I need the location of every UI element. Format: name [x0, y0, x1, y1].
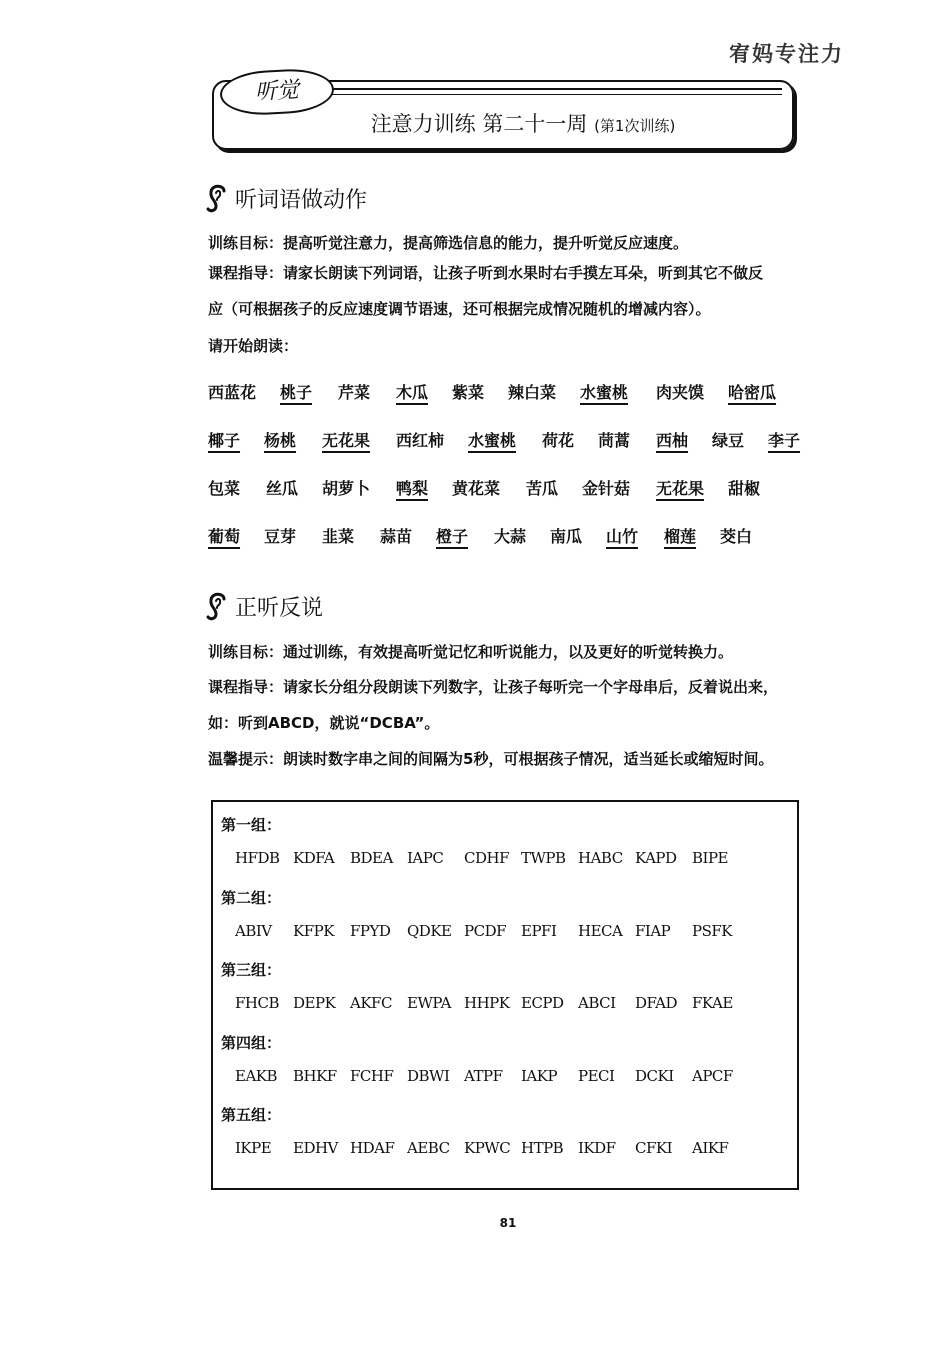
letter-string: AKFC [350, 994, 392, 1012]
word: 绿豆 [712, 431, 745, 450]
fruit-word: 葡萄 [208, 527, 241, 546]
lesson-header [212, 77, 794, 150]
word: 西蓝花 [208, 383, 257, 402]
fruit-word: 山竹 [606, 527, 639, 546]
word: 茭白 [720, 527, 753, 546]
letter-string: APCF [692, 1066, 733, 1085]
lesson-title-main: 注意力训练 第二十一周 [370, 112, 588, 136]
word: 包菜 [208, 479, 241, 498]
letter-string: PECI [578, 1066, 615, 1085]
letter-string: IAKP [521, 1066, 558, 1085]
section2-title: 正听反说 [235, 595, 324, 621]
fruit-word: 木瓜 [396, 383, 429, 402]
section1-goal: 训练目标：提高听觉注意力，提高筛选信息的能力，提升听觉反应速度。 [208, 234, 689, 252]
word: 苦瓜 [526, 479, 559, 498]
letter-string: EAKB [235, 1066, 278, 1085]
letter-string: CDHF [464, 849, 509, 867]
letter-string: AEBC [407, 1139, 450, 1157]
letter-string: FIAP [635, 921, 671, 940]
word: 金针菇 [582, 479, 631, 498]
word-row [208, 428, 808, 454]
section1-guide-line1: 课程指导：请家长朗读下列词语，让孩子听到水果时右手摸左耳朵，听到其它不做反 [208, 264, 764, 282]
ear-icon [205, 182, 231, 214]
section1-start: 请开始朗读： [208, 337, 299, 355]
letter-string: HDAF [350, 1139, 395, 1157]
group-label: 第二组： [221, 888, 282, 907]
word: 黄花菜 [452, 479, 501, 498]
letter-string: HABC [578, 849, 623, 867]
header-rule [322, 88, 782, 95]
lesson-title-sub: (第1次训练) [594, 117, 676, 135]
letter-string: IKPE [235, 1139, 272, 1157]
group-label: 第一组： [221, 816, 282, 834]
ear-icon [205, 590, 231, 622]
letter-string: DCKI [635, 1066, 674, 1085]
letter-string: KDFA [293, 849, 335, 867]
section1-title: 听词语做动作 [235, 187, 368, 213]
word: 辣白菜 [508, 383, 557, 402]
word: 茼蒿 [598, 431, 631, 450]
letter-string: ATPF [464, 1066, 503, 1085]
fruit-word: 西柚 [656, 431, 689, 450]
letter-string: DBWI [407, 1066, 450, 1085]
word: 甜椒 [728, 479, 761, 498]
letter-string: QDKE [407, 921, 452, 940]
letter-string: BHKF [293, 1066, 337, 1085]
word: 荷花 [542, 431, 575, 450]
letter-string: HHPK [464, 994, 510, 1012]
section2-heading [205, 590, 323, 622]
word: 丝瓜 [266, 479, 299, 498]
letter-string: KAPD [635, 849, 677, 867]
word: 芹菜 [338, 383, 371, 402]
letter-string: AIKF [692, 1139, 729, 1157]
letter-string: CFKI [635, 1139, 673, 1157]
letter-string: EDHV [293, 1139, 338, 1157]
letter-string: DFAD [635, 994, 677, 1012]
fruit-word: 榴莲 [664, 527, 697, 546]
group-label: 第五组： [221, 1106, 282, 1124]
letter-string: IAPC [407, 849, 444, 867]
letter-string: ABCI [578, 994, 616, 1012]
letter-string: FHCB [235, 994, 279, 1012]
letter-string: PSFK [692, 921, 732, 940]
section2-guide-line1: 课程指导：请家长分组分段朗读下列数字，让孩子每听完一个字母串后，反着说出来， [208, 678, 779, 696]
section2-goal: 训练目标：通过训练，有效提高听觉记忆和听说能力，以及更好的听觉转换力。 [208, 643, 734, 661]
word: 南瓜 [550, 527, 583, 546]
fruit-word: 桃子 [280, 383, 313, 402]
letter-string: ECPD [521, 994, 564, 1012]
listening-badge: 听觉 [219, 67, 335, 117]
section2-guide-line2: 如：听到ABCD，就说“DCBA”。 [208, 714, 440, 732]
letter-string: HFDB [235, 849, 280, 867]
letter-string: EWPA [407, 994, 451, 1012]
fruit-word: 橙子 [436, 527, 469, 546]
letter-string: BIPE [692, 849, 728, 867]
letter-string: ABIV [235, 921, 272, 940]
letter-string: KPWC [464, 1139, 511, 1157]
fruit-word: 李子 [768, 431, 801, 450]
letter-string: FPYD [350, 921, 391, 940]
letter-string: HTPB [521, 1139, 564, 1157]
letter-string: KFPK [293, 921, 334, 940]
word-row [208, 476, 808, 502]
fruit-word: 无花果 [322, 431, 371, 450]
fruit-word: 杨桃 [264, 431, 297, 450]
letter-string: PCDF [464, 921, 507, 940]
brand-label: 宥妈专注力 [729, 42, 844, 66]
word: 韭菜 [322, 527, 355, 546]
letter-string-table [211, 800, 799, 1190]
fruit-word: 水蜜桃 [580, 383, 629, 402]
page-number: 81 [499, 1216, 517, 1230]
letter-string: IKDF [578, 1139, 616, 1157]
fruit-word: 水蜜桃 [468, 431, 517, 450]
group-label: 第四组： [221, 1033, 282, 1052]
letter-string: FCHF [350, 1066, 394, 1085]
fruit-word: 鸭梨 [396, 479, 429, 498]
word: 肉夹馍 [656, 383, 705, 402]
fruit-word: 椰子 [208, 431, 241, 450]
word: 大蒜 [494, 527, 527, 546]
word: 蒜苗 [380, 527, 413, 546]
letter-string: HECA [578, 921, 623, 940]
letter-string: FKAE [692, 994, 733, 1012]
section1-guide-line2: 应（可根据孩子的反应速度调节语速，还可根据完成情况随机的增减内容）。 [208, 300, 711, 318]
letter-string: BDEA [350, 849, 393, 867]
section1-heading [205, 182, 367, 214]
fruit-word: 无花果 [656, 479, 705, 498]
word: 胡萝卜 [322, 479, 371, 498]
letter-string: EPFI [521, 921, 557, 940]
word-row [208, 524, 808, 550]
lesson-title [214, 108, 792, 138]
letter-string: TWPB [521, 849, 566, 867]
word: 西红柿 [396, 431, 445, 450]
word-row [208, 380, 808, 406]
word: 紫菜 [452, 383, 485, 402]
section2-tip: 温馨提示：朗读时数字串之间的间隔为5秒，可根据孩子情况，适当延长或缩短时间。 [208, 750, 774, 768]
fruit-word: 哈密瓜 [728, 383, 777, 402]
group-label: 第三组： [221, 961, 282, 979]
letter-string: DEPK [293, 994, 336, 1012]
word: 豆芽 [264, 527, 297, 546]
